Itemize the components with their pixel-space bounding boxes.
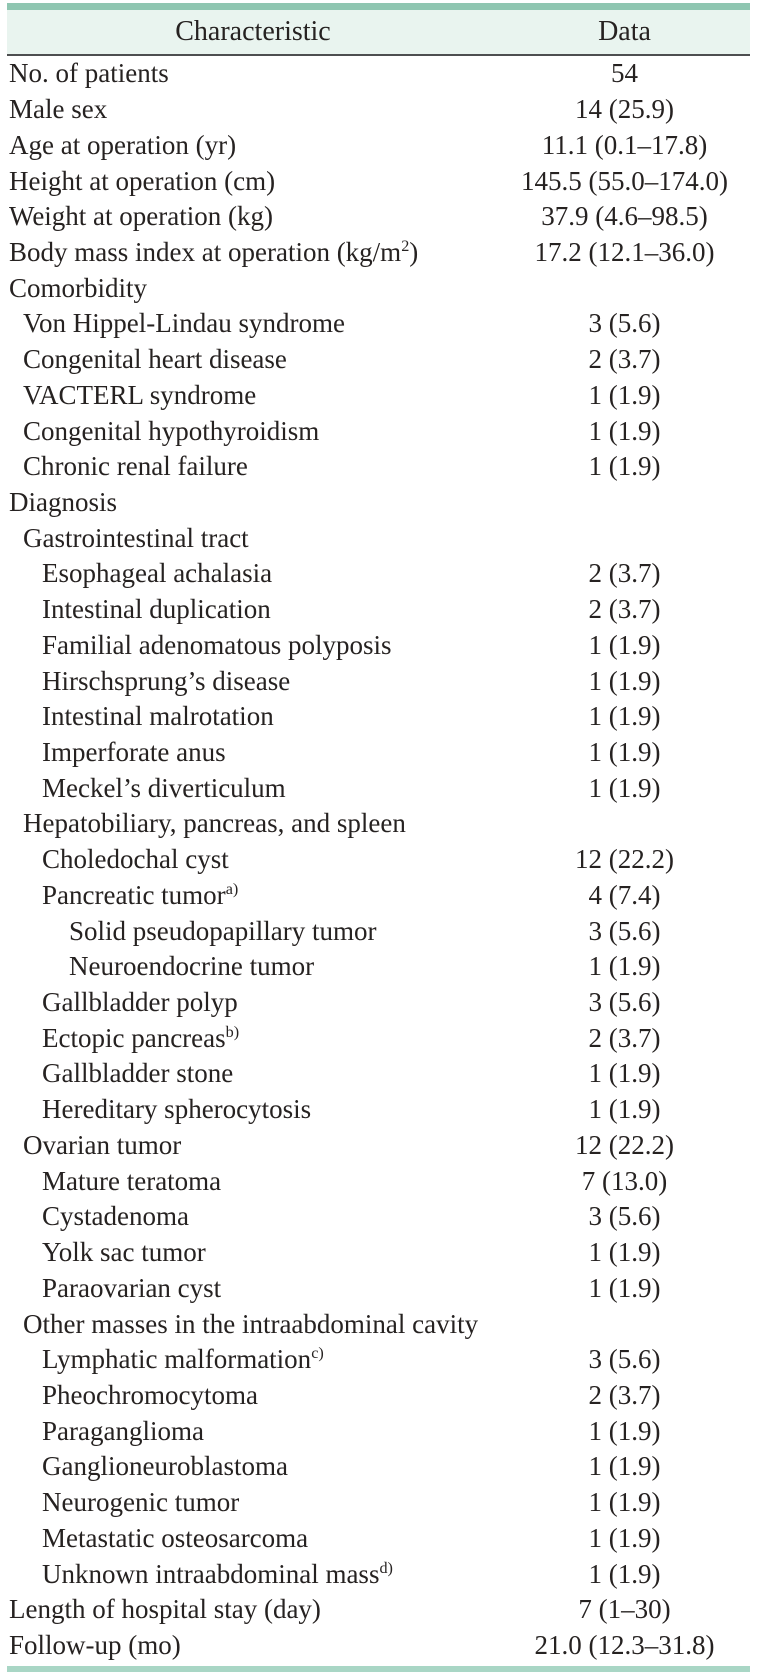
table-row	[7, 1556, 750, 1592]
row-label-text: Hereditary spherocytosis	[42, 1094, 312, 1125]
row-label	[7, 703, 499, 730]
table-header-row	[7, 10, 750, 56]
row-label	[7, 1203, 499, 1230]
table-row	[7, 235, 750, 271]
table-row	[7, 1306, 750, 1342]
row-label	[7, 1453, 499, 1480]
row-label-text: Metastatic osteosarcoma	[42, 1522, 309, 1553]
table-row	[7, 92, 750, 128]
table-row	[7, 1449, 750, 1485]
table-row	[7, 985, 750, 1021]
row-label-text: Diagnosis	[9, 486, 117, 517]
row-label-text: Paraovarian cyst	[42, 1272, 222, 1303]
row-label-text: Familial adenomatous polyposis	[42, 629, 392, 660]
row-label	[7, 203, 499, 230]
table-row	[7, 1592, 750, 1628]
row-label	[7, 739, 499, 766]
table-row	[7, 878, 750, 914]
row-label	[7, 96, 499, 123]
table-row	[7, 1342, 750, 1378]
row-label-text: Intestinal malrotation	[42, 701, 274, 732]
row-label-text: Meckel’s diverticulum	[42, 772, 286, 803]
row-value: 3 (5.6)	[588, 308, 661, 339]
table-row	[7, 1235, 750, 1271]
row-label-text: Congenital heart disease	[23, 344, 287, 375]
table-row	[7, 1520, 750, 1556]
row-label-text: Follow-up (mo)	[9, 1629, 181, 1660]
row-label-text: Height at operation (cm)	[9, 165, 276, 196]
row-label	[7, 1415, 499, 1446]
table-row	[7, 306, 750, 342]
row-label	[7, 772, 499, 803]
row-label-text: Gallbladder polyp	[42, 987, 238, 1018]
table-row	[7, 842, 750, 878]
row-label-text: Chronic renal failure	[23, 451, 248, 482]
row-label	[7, 810, 499, 837]
row-value: 17.2 (12.1–36.0)	[534, 236, 715, 267]
row-value: 1 (1.9)	[588, 665, 661, 696]
row-value: 145.5 (55.0–174.0)	[521, 165, 728, 196]
footnote-marker: c)	[311, 1344, 324, 1363]
footnote-marker: d)	[379, 1558, 393, 1577]
table-row	[7, 770, 750, 806]
row-label-text: Gastrointestinal tract	[23, 522, 249, 553]
row-label	[7, 165, 499, 196]
table-row	[7, 1485, 750, 1521]
row-label-text: Imperforate anus	[42, 737, 226, 768]
row-label	[7, 522, 499, 553]
row-value: 1 (1.9)	[588, 737, 661, 768]
header-characteristic: Characteristic	[175, 16, 331, 47]
row-value: 54	[611, 58, 638, 89]
row-value: 1 (1.9)	[588, 772, 661, 803]
table-row	[7, 199, 750, 235]
table-row	[7, 127, 750, 163]
table-row	[7, 270, 750, 306]
table-row	[7, 520, 750, 556]
row-label-text: Length of hospital stay (day)	[9, 1594, 321, 1625]
row-label-text: Age at operation (yr)	[9, 129, 237, 160]
row-value: 4 (7.4)	[588, 879, 661, 910]
row-label	[7, 1308, 499, 1339]
row-label-text: VACTERL syndrome	[23, 379, 257, 410]
row-label-suffix: )	[409, 236, 419, 267]
row-label	[7, 665, 499, 696]
table-row	[7, 1378, 750, 1414]
row-label-text: Unknown intraabdominal mass	[42, 1558, 380, 1589]
row-value: 1 (1.9)	[588, 951, 661, 982]
row-value: 3 (5.6)	[588, 1201, 661, 1232]
row-value: 2 (3.7)	[588, 1022, 661, 1053]
table-row	[7, 1628, 750, 1664]
table-row	[7, 1413, 750, 1449]
row-label	[7, 1129, 499, 1160]
row-value: 3 (5.6)	[588, 987, 661, 1018]
row-value: 1 (1.9)	[588, 1451, 661, 1482]
row-label-text: Weight at operation (kg)	[9, 201, 273, 232]
table-row	[7, 735, 750, 771]
table-row	[7, 1056, 750, 1092]
row-value: 1 (1.9)	[588, 1415, 661, 1446]
row-label-text: Ovarian tumor	[23, 1129, 182, 1160]
row-label-text: No. of patients	[9, 58, 169, 89]
row-label	[7, 1489, 499, 1516]
row-label	[7, 915, 499, 946]
row-label-text: Male sex	[9, 94, 108, 125]
row-value: 1 (1.9)	[588, 701, 661, 732]
row-label-text: Intestinal duplication	[42, 594, 271, 625]
row-value: 11.1 (0.1–17.8)	[541, 129, 708, 160]
row-label-text: Paraganglioma	[42, 1415, 204, 1446]
table-row	[7, 1128, 750, 1164]
row-value: 2 (3.7)	[588, 558, 661, 589]
footnote-marker: b)	[225, 1022, 240, 1041]
table-row	[7, 1270, 750, 1306]
table-row	[7, 592, 750, 628]
row-label	[7, 1096, 499, 1123]
table-row	[7, 56, 750, 92]
row-value: 2 (3.7)	[588, 344, 661, 375]
row-value: 3 (5.6)	[588, 1344, 661, 1375]
table-row	[7, 556, 750, 592]
row-value: 7 (1–30)	[578, 1594, 671, 1625]
row-label	[7, 1522, 499, 1553]
row-label-text: Cystadenoma	[42, 1201, 189, 1232]
row-label	[7, 1272, 499, 1303]
row-value: 1 (1.9)	[588, 1094, 661, 1125]
row-label-text: Solid pseudopapillary tumor	[69, 915, 377, 946]
row-label	[7, 310, 499, 337]
row-label	[7, 272, 499, 303]
row-label-text: Gallbladder stone	[42, 1058, 234, 1089]
table-row	[7, 806, 750, 842]
row-label-text: Von Hippel-Lindau syndrome	[23, 308, 345, 339]
row-label	[7, 1596, 499, 1623]
row-value: 12 (22.2)	[575, 844, 674, 875]
row-value: 1 (1.9)	[588, 1487, 661, 1518]
table-bottom-border	[7, 1666, 750, 1672]
row-label-text: Ganglioneuroblastoma	[42, 1451, 288, 1482]
patient-characteristics-table	[7, 3, 750, 1672]
row-value: 12 (22.2)	[575, 1129, 674, 1160]
row-label	[7, 346, 499, 373]
row-label	[7, 629, 499, 660]
table-top-border	[7, 3, 750, 10]
row-label-text: Body mass index at operation (kg/m	[9, 236, 402, 267]
row-label-text: Other masses in the intraabdominal cavity	[23, 1308, 479, 1339]
table-row	[7, 377, 750, 413]
row-value: 21.0 (12.3–31.8)	[534, 1629, 715, 1660]
table-row	[7, 913, 750, 949]
table-row	[7, 1020, 750, 1056]
table-row	[7, 413, 750, 449]
row-label-text: Ectopic pancreas	[42, 1022, 226, 1053]
row-label	[7, 486, 499, 517]
row-label-text: Esophageal achalasia	[42, 558, 273, 589]
table-row	[7, 1199, 750, 1235]
row-value: 37.9 (4.6–98.5)	[541, 201, 708, 232]
row-label	[7, 879, 499, 910]
row-label	[7, 415, 499, 446]
row-label-text: Neuroendocrine tumor	[69, 951, 315, 982]
row-label	[7, 1379, 499, 1410]
row-label	[7, 60, 499, 87]
row-value: 7 (13.0)	[581, 1165, 668, 1196]
footnote-marker: 2	[401, 236, 410, 255]
row-value: 1 (1.9)	[588, 1237, 661, 1268]
footnote-marker: a)	[225, 879, 239, 898]
table-row	[7, 1092, 750, 1128]
row-label-text: Lymphatic malformation	[42, 1344, 312, 1375]
row-label-text: Choledochal cyst	[42, 844, 229, 875]
table-row	[7, 342, 750, 378]
row-value: 2 (3.7)	[588, 594, 661, 625]
row-value: 1 (1.9)	[588, 415, 661, 446]
row-value: 1 (1.9)	[588, 629, 661, 660]
row-label-text: Comorbidity	[9, 272, 148, 303]
row-label	[7, 236, 499, 267]
row-label	[7, 129, 499, 160]
row-label-text: Pancreatic tumor	[42, 879, 226, 910]
table-row	[7, 1163, 750, 1199]
table-row	[7, 485, 750, 521]
row-value: 1 (1.9)	[588, 1272, 661, 1303]
row-label-text: Mature teratoma	[42, 1165, 222, 1196]
row-value: 2 (3.7)	[588, 1379, 661, 1410]
row-label	[7, 1346, 499, 1373]
table-body	[7, 56, 750, 1663]
row-value: 1 (1.9)	[588, 379, 661, 410]
row-label-text: Congenital hypothyroidism	[23, 415, 320, 446]
row-value: 14 (25.9)	[575, 94, 674, 125]
row-label-text: Hepatobiliary, pancreas, and spleen	[23, 808, 406, 839]
table-row	[7, 163, 750, 199]
table-row	[7, 949, 750, 985]
row-label	[7, 379, 499, 410]
row-label	[7, 560, 499, 587]
table-row	[7, 663, 750, 699]
row-label	[7, 953, 499, 980]
row-label-text: Neurogenic tumor	[42, 1487, 240, 1518]
table-row	[7, 449, 750, 485]
row-label-text: Pheochromocytoma	[42, 1379, 258, 1410]
row-label	[7, 596, 499, 623]
row-value: 1 (1.9)	[588, 1522, 661, 1553]
row-label-text: Yolk sac tumor	[42, 1237, 206, 1268]
row-value: 1 (1.9)	[588, 451, 661, 482]
row-value: 1 (1.9)	[588, 1558, 661, 1589]
row-label	[7, 453, 499, 480]
row-label	[7, 846, 499, 873]
row-label	[7, 1629, 499, 1660]
row-label	[7, 1060, 499, 1087]
row-label	[7, 1558, 499, 1589]
row-label	[7, 1022, 499, 1053]
table-row	[7, 699, 750, 735]
row-value: 3 (5.6)	[588, 915, 661, 946]
row-label	[7, 989, 499, 1016]
table-row	[7, 628, 750, 664]
header-data: Data	[598, 16, 651, 47]
row-label	[7, 1165, 499, 1196]
row-value: 1 (1.9)	[588, 1058, 661, 1089]
row-label	[7, 1239, 499, 1266]
row-label-text: Hirschsprung’s disease	[42, 665, 291, 696]
